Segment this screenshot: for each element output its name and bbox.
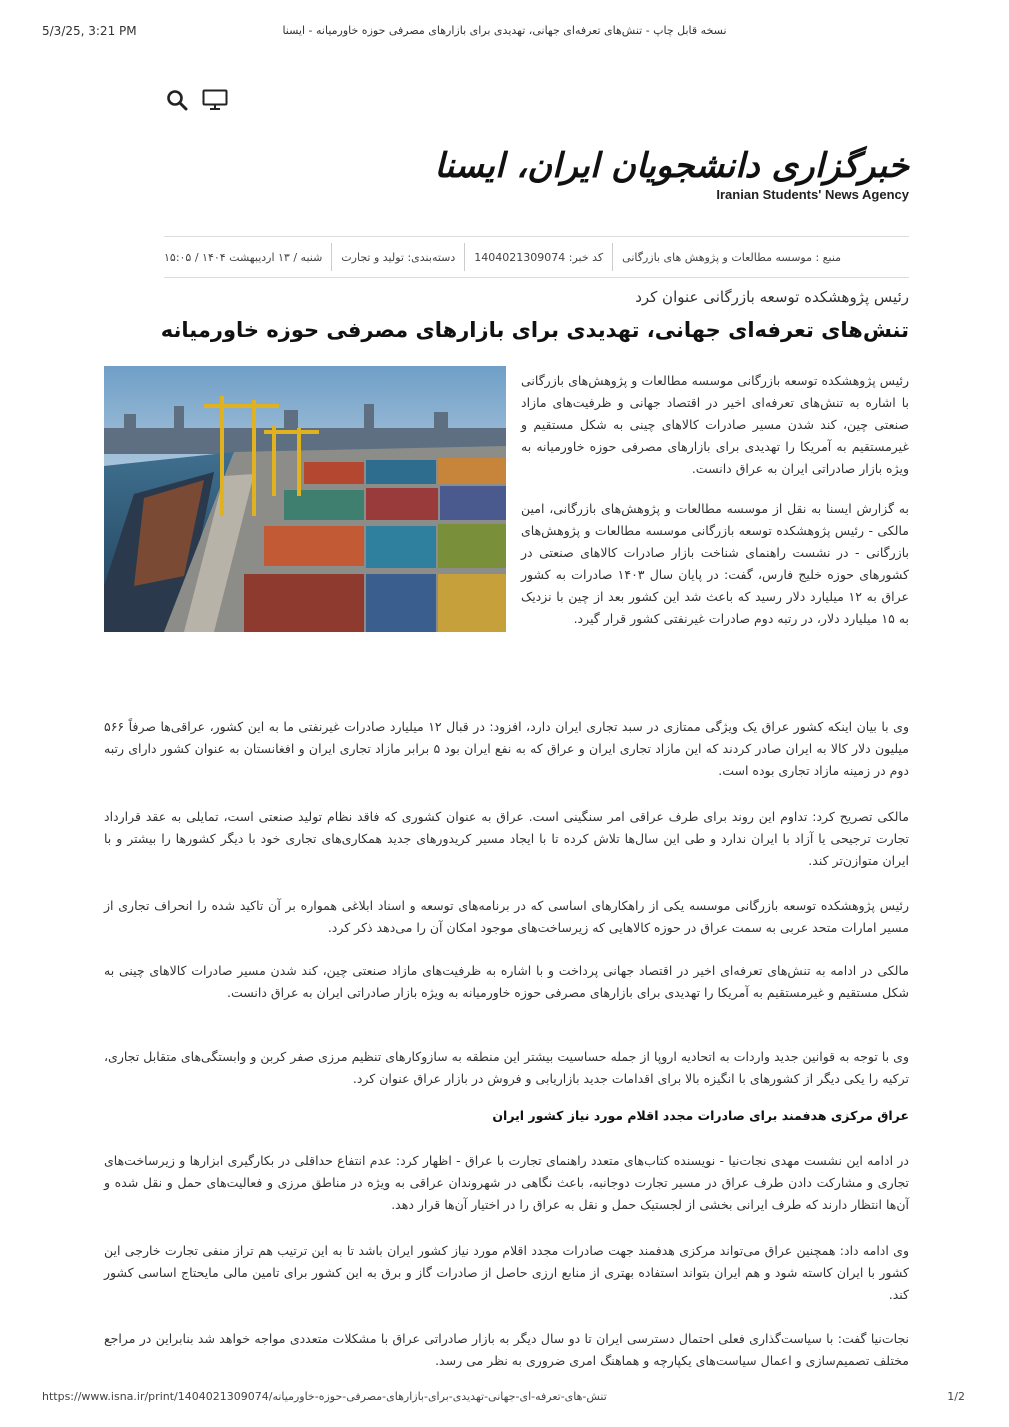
paragraph: وی با بیان اینکه کشور عراق یک ویژگی ممتازی در سبد تجاری ایران دارد، افزود: در قبال ۱۲ میلیارد صادرات غیرنفتی ما به این کشور، عراقی‌ها صرفاً ۵۶۶ میلیون دلار کالا به ایران صادر کردند که این مازاد تجاری ایران و عراق که به نفع ایران بود ۵ برابر مازاد تجاری ایران و افغانستان به عنوان کشور دارای رتبه دوم در زمینه مازاد تجاری بوده است. [104,719,910,778]
article-body [104,1240,909,1306]
article-body [104,960,909,1004]
article-body [104,1150,909,1216]
category[interactable]: دسته‌بندی: تولید و تجارت [341,250,456,264]
paragraph: مالکی در ادامه به تنش‌های تعرفه‌ای اخیر در اقتصاد جهانی پرداخت و با اشاره به ظرفیت‌های مازاد صنعتی چین، کند شدن مسیر صادرات کالاهای چینی به شکل مستقیم و غیرمستقیم به آمریکا را تهدیدی برای بازارهای مصرفی حوزه خاورمیانه به ویژه بازار صادراتی ایران به عراق دانست. [104,963,909,1000]
paragraph: به گزارش ایسنا به نقل از موسسه مطالعات و پژوهش‌های بازرگانی، امین مالکی - رئیس پژوهشکده توسعه بازرگانی موسسه مطالعات و پژوهش‌های بازرگانی - در نشست راهنمای شناخت بازار صادرات کالاهای صنعتی در کشورهای حوزه خلیج فارس، گفت: در پایان سال ۱۴۰۳ صادرات به کشور عراق به ۱۲ میلیارد دلار رسید که باعث شد این کشور بعد از چین با نزدیک به ۱۵ میلیارد دلار، در رتبه دوم صادرات غیرنفتی کشور قرار گیرد. [521,501,910,626]
article-title: تنش‌های تعرفه‌ای جهانی، تهدیدی برای بازارهای مصرفی حوزه خاورمیانه [160,318,909,342]
news-source: منبع : موسسه مطالعات و پژوهش های بازرگانی [622,250,842,264]
meta-divider [464,243,465,271]
print-date: 5/3/25, 3:21 PM [42,24,137,38]
article-body [104,806,909,872]
print-url: https://www.isna.ir/print/1404021309074/تنش-های-تعرفه-ای-جهانی-تهدیدی-برای-بازارهای-مصرفی-حوزه-خاورمیانه [42,1390,607,1403]
monitor-icon[interactable] [202,89,228,115]
page-number: 1/2 [947,1390,965,1403]
isna-logo[interactable] [434,148,909,202]
publish-date: شنبه / ۱۳ اردیبهشت ۱۴۰۴ / ۱۵:۰۵ [164,250,323,264]
news-code: کد خبر: 1404021309074 [474,250,604,264]
paragraph: نجات‌نیا گفت: با سیاست‌گذاری فعلی احتمال دسترسی ایران تا دو سال دیگر به بازار صادراتی عراق با مشکلات متعددی مواجه خواهد شد بنابراین در مراجع مختلف تصمیم‌سازی و اعمال سیاست‌های یکپارچه و هماهنگ امری ضروری به نظر می رسد. [104,1331,909,1368]
lead-column [521,370,909,648]
article-subtitle: رئیس پژوهشکده توسعه بازرگانی عنوان کرد [635,288,909,306]
logo-persian-text: خبرگزاری دانشجویان ایران، ایسنا [434,146,909,186]
article-body [104,1328,909,1372]
article-body [104,895,909,939]
port-container-photo [104,366,506,632]
article-body [104,1046,909,1090]
paragraph: مالکی تصریح کرد: تداوم این روند برای طرف عراقی امر سنگینی است. عراق به عنوان کشوری که فاقد نظام تولید صنعتی است، تمایلی به عقد قرارداد تجارت ترجیحی یا آزاد با ایران ندارد و طی این سال‌ها تلاش کرده تا با ایجاد مسیر کریدورهای جدید همکاری‌های تجاری خود با دیگر کشورها را بیشتر و با ایران متوازن‌تر کند. [104,809,909,868]
paragraph: وی با توجه به قوانین جدید واردات به اتحادیه اروپا از جمله حساسیت بیشتر این منطقه به سازوکارهای تنظیم مرزی صفر کربن و وابستگی‌های متقابل تجاری، ترکیه را یکی دیگر از کشورهای با انگیزه بالا برای اقدامات جدید بازاریابی و فروش در بازار عراق عنوان کرد. [104,1049,909,1086]
article-lead: رئیس پژوهشکده توسعه بازرگانی موسسه مطالعات و پژوهش‌های بازرگانی با اشاره به تنش‌های تعرفه‌ای اخیر در اقتصاد جهانی و ظرفیت‌های مازاد صنعتی چین، کند شدن مسیر صادرات کالاهای چینی به شکل مستقیم و غیرمستقیم به آمریکا را تهدیدی برای بازارهای مصرفی حوزه خاورمیانه به ویژه بازار صادراتی ایران به عراق دانست. [521,373,909,476]
meta-divider [612,243,613,271]
section-heading: عراق مرکزی هدفمند برای صادرات مجدد اقلام مورد نیاز کشور ایران [492,1108,909,1123]
article-meta-bar [164,236,909,278]
print-page-title: نسخه قابل چاپ - تنش‌های تعرفه‌ای جهانی، تهدیدی برای بازارهای مصرفی حوزه خاورمیانه - ایسنا [282,24,727,37]
meta-divider [331,243,332,271]
article-body [104,716,909,782]
search-icon[interactable] [166,89,188,115]
paragraph: رئیس پژوهشکده توسعه بازرگانی موسسه یکی از راهکارهای اساسی که در برنامه‌های توسعه و اسناد ابلاغی همواره بر آن تاکید شده را انحراف تجاری از مسیر امارات متحد عربی به سمت عراق در حوزه کالاهایی که زیرساخت‌های موجود امکان آن را می‌دهد ذکر کرد. [104,898,909,935]
logo-english-text: Iranian Students' News Agency [716,187,909,203]
paragraph: وی ادامه داد: همچنین عراق می‌تواند مرکزی هدفمند جهت صادرات مجدد اقلام مورد نیاز کشور ایران باشد تا به این ترتیب هم تراز منفی تجارت خارجی این کشور با ایران کاسته شود و هم ایران بتواند استفاده بهتری از منابع ارزی حاصل از صادرات گاز و برق به این کشور برای تامین مالی مایحتاج اساسی کشور کند. [104,1243,909,1302]
paragraph: در ادامه این نشست مهدی نجات‌نیا - نویسنده کتاب‌های متعدد راهنمای تجارت با عراق - اظهار کرد: عدم انتفاع حداقلی در بکارگیری ابزارها و زیرساخت‌های تجاری و مشارکت دادن طرف عراق در مسیر تجارت دوجانبه، باعث نگاهی در شهروندان عراقی به ویژه در مناطق مرزی و فعالیت‌های حمل و نقل شده و آن‌ها انتظار دارند که طرف ایرانی بخشی از لجستیک حمل و نقل به عراق را در اختیار آن‌ها قرار دهد. [104,1153,909,1212]
